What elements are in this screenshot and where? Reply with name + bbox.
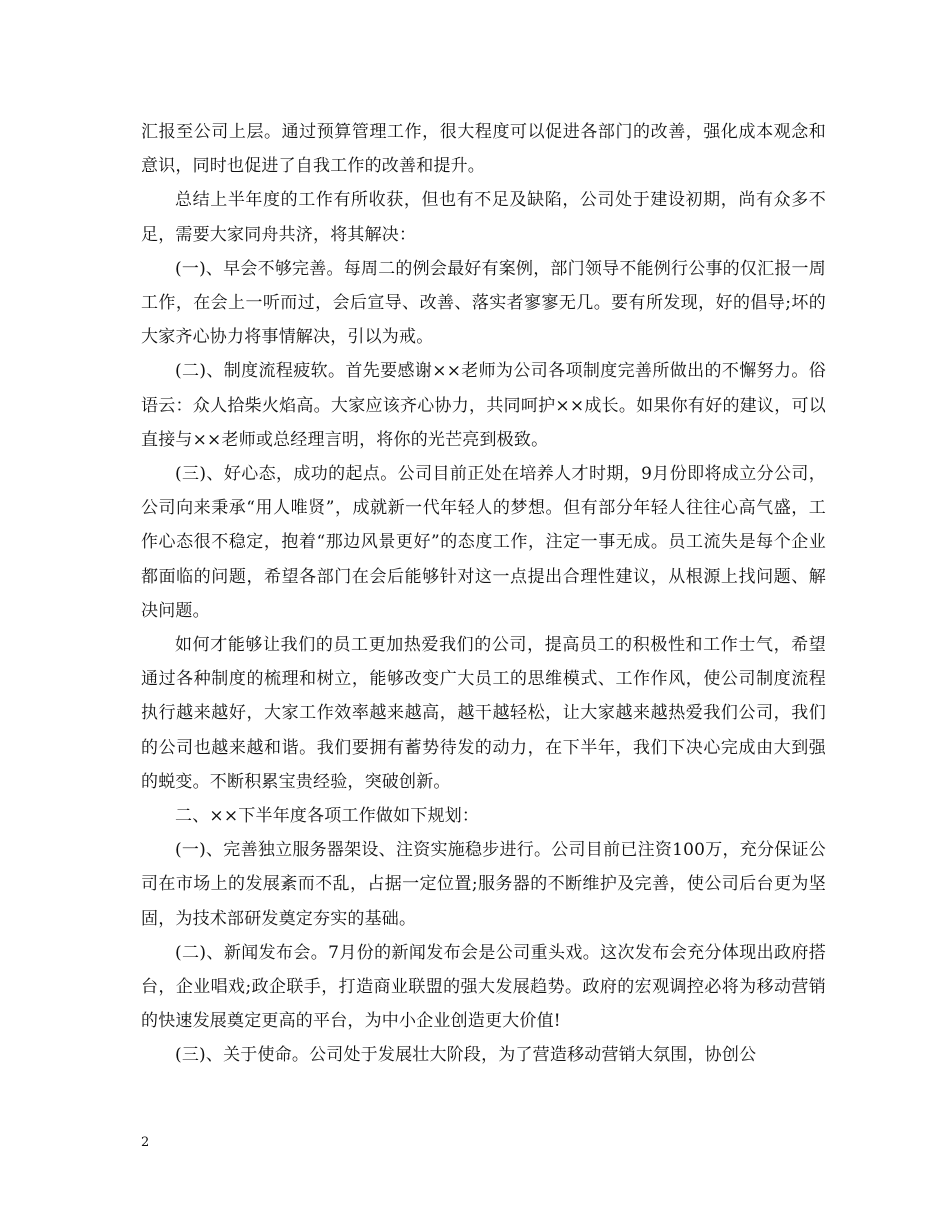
paragraph: (三)、好心态，成功的起点。公司目前正处在培养人才时期，9月份即将成立分公司，公司向来秉承“用人唯贤”，成就新一代年轻人的梦想。但有部分年轻人往往心高气盛，工作心态很不稳定，抱着“那边风景更好”的态度工作，注定一事无成。员工流失是每个企业都面临的问题，希望各部门在会后能够针对这一点提出合理性建议，从根源上找问题、解决问题。 — [141, 464, 826, 621]
paragraph: (三)、关于使命。公司处于发展壮大阶段，为了营造移动营销大氛围，协创公 — [175, 1045, 757, 1066]
paragraph: (二)、制度流程疲软。首先要感谢××老师为公司各项制度完善所做出的不懈努力。俗语云：众人拾柴火焰高。大家应该齐心协力，共同呵护××成长。如果你有好的建议，可以直接与××老师或总经理言明，将你的光芒亮到极致。 — [141, 361, 826, 450]
paragraph: (一)、完善独立服务器架设、注资实施稳步进行。公司目前已注资100万，充分保证公司在市场上的发展紊而不乱，占据一定位置;服务器的不断维护及完善，使公司后台更为坚固，为技术部研发奠定夯实的基础。 — [141, 840, 826, 929]
paragraph: 如何才能够让我们的员工更加热爱我们的公司，提高员工的积极性和工作士气，希望通过各种制度的梳理和树立，能够改变广大员工的思维模式、工作作风，使公司制度流程执行越来越好，大家工作效率越来越高，越干越轻松，让大家越来越热爱我们公司，我们的公司也越来越和谐。我们要拥有蓄势待发的动力，在下半年，我们下决心完成由大到强的蜕变。不断积累宝贵经验，突破创新。 — [141, 635, 826, 792]
paragraph: (一)、早会不够完善。每周二的例会最好有案例，部门领导不能例行公事的仅汇报一周工作，在会上一听而过，会后宣导、改善、落实者寥寥无几。要有所发现，好的倡导;坏的大家齐心协力将事情解决，引以为戒。 — [141, 258, 826, 348]
paragraph: 汇报至公司上层。通过预算管理工作，很大程度可以促进各部门的改善，强化成本观念和意识，同时也促进了自我工作的改善和提升。 — [141, 122, 826, 177]
page-number: 2 — [141, 1135, 150, 1150]
document-body — [141, 115, 826, 1073]
paragraph: (二)、新闻发布会。7月份的新闻发布会是公司重头戏。这次发布会充分体现出政府搭台，企业唱戏;政企联手，打造商业联盟的强大发展趋势。政府的宏观调控必将为移动营销的快速发展奠定更高的平台，为中小企业创造更大价值! — [141, 942, 826, 1032]
paragraph: 总结上半年度的工作有所收获，但也有不足及缺陷，公司处于建设初期，尚有众多不足，需要大家同舟共济，将其解决： — [141, 190, 826, 245]
section-heading: 二、××下半年度各项工作做如下规划： — [175, 806, 480, 827]
